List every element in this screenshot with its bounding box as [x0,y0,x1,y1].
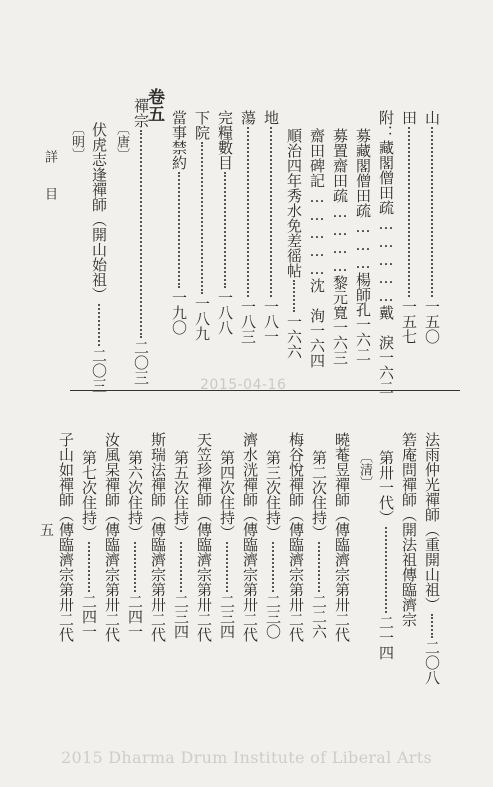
toc-page: 一八八 [216,290,234,335]
toc-page: 二〇三 [132,340,150,385]
toc-title: 地 [262,110,280,125]
toc-title: 當事禁約 [170,110,188,170]
dynasty-tang [112,122,130,161]
date-stamp: 2015-04-16 [200,377,287,393]
toc-title: 第卅一代） [377,450,395,525]
toc-entry-u12[interactable] [170,110,188,335]
toc-entry-u8[interactable] [262,110,280,344]
dot-leader [431,127,433,297]
toc-title: 第五次住持） [172,450,190,540]
toc-title: 山 [423,110,441,125]
toc-page: 一六三 [331,320,349,365]
running-header [40,150,58,224]
toc-page: 二四一 [80,594,98,639]
toc-title: 完糧數目 [216,110,234,170]
dot-leader [224,172,226,288]
dot-leader [140,130,142,338]
toc-entry-u14[interactable] [132,98,150,385]
toc-entry-l14[interactable] [126,450,144,639]
toc-title: 伏虎志逢禪師（開山始祖） [90,122,108,302]
toc-entry-u10[interactable] [216,110,234,335]
toc-title: 募藏閣僧田疏………楊師孔 [354,128,372,317]
toc-title: 斯瑞法禪師（傳臨濟宗第卅二代 [149,432,167,642]
dot-leader [270,127,272,297]
toc-title: 子山如禪師（傳臨濟宗第卅二代 [57,432,75,642]
footer-watermark: 2015 Dharma Drum Institute of Liberal Arts [61,748,432,767]
toc-page: 一五〇 [423,299,441,344]
toc-title: 募置齋田疏…………黎元寬 [331,128,349,320]
dot-leader [201,142,203,294]
toc-page: 二〇三 [90,348,108,393]
toc-page: 二四一 [126,594,144,639]
dot-leader [293,280,295,312]
dot-leader [318,542,320,592]
toc-title: 第六次住持） [126,450,144,540]
dot-leader [385,527,387,613]
page-number: 五 [40,523,54,539]
toc-page: 二三四 [218,594,236,639]
toc-entry-u6[interactable] [308,128,326,368]
toc-page: 一八一 [262,299,280,344]
toc-entry-l2[interactable] [400,432,418,627]
toc-entry-u7[interactable] [285,128,303,359]
toc-entry-u16[interactable] [90,122,108,393]
dynasty-ming [67,122,85,161]
dot-leader [88,542,90,592]
dot-leader [178,172,180,288]
dot-leader [134,542,136,592]
toc-entry-u2[interactable] [400,110,418,344]
toc-title: 田 [400,110,418,125]
toc-title: 曉菴昱禪師（傳臨濟宗第卅二代 [333,432,351,642]
toc-entry-l15[interactable] [103,432,121,642]
toc-page: 二二六 [310,594,328,639]
toc-entry-l9[interactable] [241,432,259,642]
dot-leader [247,127,249,297]
toc-title: 附：藏閣僧田疏……………戴 淚 [377,110,395,350]
toc-title: 第二次住持） [310,450,328,540]
toc-entry-l10[interactable] [218,450,236,639]
toc-entry-u1[interactable] [423,110,441,344]
toc-page: 一九〇 [170,290,188,335]
dot-leader [408,127,410,297]
toc-entry-u11[interactable] [193,110,211,341]
toc-entry-l8[interactable] [264,450,282,639]
toc-title: 天笠珍禪師（傳臨濟宗第卅二代 [195,432,213,642]
toc-title: 濟水洸禪師（傳臨濟宗第卅二代 [241,432,259,642]
toc-entry-l5[interactable] [333,432,351,642]
toc-page: 二三四 [172,594,190,639]
toc-entry-l1[interactable] [423,432,441,685]
toc-entry-u9[interactable] [239,110,257,344]
toc-title: 汝風杲禪師（傳臨濟宗第卅二代 [103,432,121,642]
running-header-text: 詳目 [42,150,57,224]
toc-page: 一六六 [285,314,303,359]
toc-entry-l12[interactable] [172,450,190,639]
dot-leader [180,542,182,592]
toc-page: 一六四 [308,323,326,368]
toc-entry-l17[interactable] [57,432,75,642]
toc-entry-u5[interactable] [331,128,349,365]
toc-page: 一六二 [377,350,395,395]
toc-entry-u3[interactable] [377,110,395,395]
toc-title: 下院 [193,110,211,140]
toc-title: 第七次住持） [80,450,98,540]
toc-title: 禪宗 [132,98,150,128]
toc-page: 一八三 [239,299,257,344]
toc-title: 蕩 [239,110,257,125]
toc-entry-u4[interactable] [354,128,372,362]
dot-leader [431,614,433,638]
toc-page: 一八九 [193,296,211,341]
toc-title: 法雨仲光禪師（重開山祖） [423,432,441,612]
dynasty-label: 〔唐〕 [114,122,129,161]
toc-entry-l11[interactable] [195,432,213,642]
toc-entry-l3[interactable] [377,450,395,660]
dot-leader [272,542,274,592]
toc-entry-l13[interactable] [149,432,167,642]
toc-entry-l6[interactable] [310,450,328,639]
toc-page: 一六二 [354,317,372,362]
toc-title: 第四次住持） [218,450,236,540]
dynasty-qing [355,450,373,489]
toc-title: 齋田碑記……………沈 洵 [308,128,326,323]
toc-page: 二〇八 [423,640,441,685]
dot-leader [98,304,100,346]
volume-title: 卷五 [144,88,164,122]
toc-page: 二一四 [377,615,395,660]
toc-title: 順治四年秀水免差徭帖 [285,128,303,278]
toc-title: 箬庵問禪師（開法祖傳臨濟宗 [400,432,418,627]
dynasty-label: 〔明〕 [69,122,84,161]
toc-title: 梅谷悅禪師（傳臨濟宗第卅二代 [287,432,305,642]
toc-page: 二三〇 [264,594,282,639]
dynasty-label: 〔清〕 [357,450,372,489]
toc-page: 一五七 [400,299,418,344]
toc-title: 第三次住持） [264,450,282,540]
toc-entry-l7[interactable] [287,432,305,642]
toc-entry-l16[interactable] [80,450,98,639]
dot-leader [226,542,228,592]
